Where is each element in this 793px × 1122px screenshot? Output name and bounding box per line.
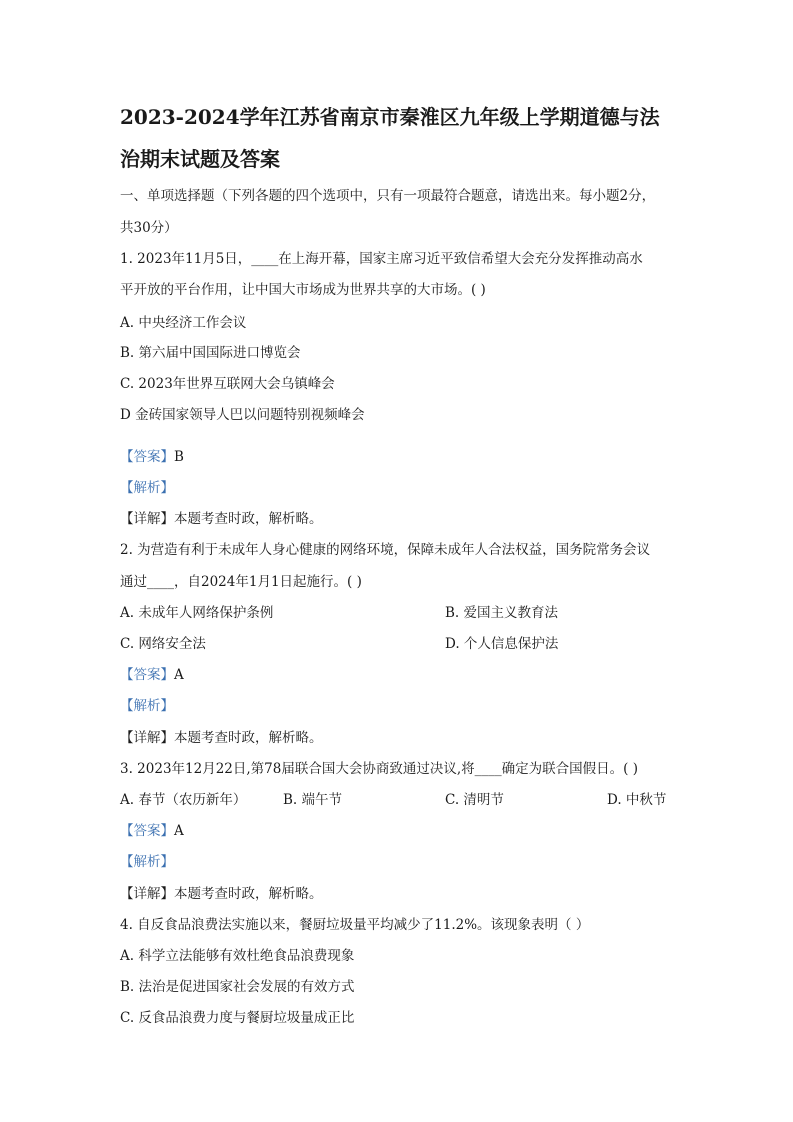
q2-option-b: B. 爱国主义教育法: [445, 605, 559, 621]
q2-stem-cont: 通过____，自2024年1月1日起施行。( ): [120, 574, 362, 590]
q2-option-c: C. 网络安全法: [120, 636, 206, 652]
q2-option-d: D. 个人信息保护法: [445, 636, 559, 652]
q3-option-a: A. 春节（农历新年）: [120, 792, 247, 808]
answer-label: 【答案】: [120, 667, 174, 683]
q3-option-d: D. 中秋节: [607, 792, 667, 808]
q2-stem: 2. 为营造有利于未成年人身心健康的网络环境，保障未成年人合法权益，国务院常务会议: [120, 542, 651, 558]
q3-answer-value: A: [174, 823, 184, 839]
q2-detail-text: 本题考查时政，解析略。: [174, 730, 323, 746]
answer-label: 【答案】: [120, 449, 174, 465]
detail-label: 【详解】: [120, 511, 174, 527]
q3-stem: 3. 2023年12月22日,第78届联合国大会协商致通过决议,将____确定为联合国假日。( ): [120, 761, 638, 777]
q1-answer: [120, 448, 184, 466]
document-title-line2: 治期末试题及答案: [120, 147, 280, 171]
detail-label: 【详解】: [120, 886, 174, 902]
q1-option-d: D 金砖国家领导人巴以问题特别视频峰会: [120, 407, 365, 423]
q3-option-c: C. 清明节: [445, 792, 504, 808]
q4-stem: 4. 自反食品浪费法实施以来，餐厨垃圾量平均减少了11.2%。该现象表明（ ）: [120, 917, 590, 933]
q1-analysis-label: 【解析】: [120, 480, 174, 496]
q1-option-a: A. 中央经济工作会议: [120, 315, 247, 331]
q1-option-b: B. 第六届中国国际进口博览会: [120, 345, 301, 361]
q1-stem-cont: 平开放的平台作用，让中国大市场成为世界共享的大市场。( ): [120, 282, 486, 298]
q2-answer: [120, 666, 184, 684]
q2-option-a: A. 未成年人网络保护条例: [120, 605, 274, 621]
q3-detail-text: 本题考查时政，解析略。: [174, 886, 323, 902]
q1-stem: 1. 2023年11月5日，____在上海开幕，国家主席习近平致信希望大会充分发挥推动高水: [120, 251, 643, 267]
q2-detail: [120, 729, 323, 747]
detail-label: 【详解】: [120, 730, 174, 746]
q3-answer: [120, 822, 184, 840]
answer-label: 【答案】: [120, 823, 174, 839]
q4-option-b: B. 法治是促进国家社会发展的有效方式: [120, 979, 355, 995]
q1-option-c: C. 2023年世界互联网大会乌镇峰会: [120, 376, 335, 392]
q4-option-a: A. 科学立法能够有效杜绝食品浪费现象: [120, 948, 355, 964]
q4-option-c: C. 反食品浪费力度与餐厨垃圾量成正比: [120, 1010, 355, 1026]
document-title-line1: 2023-2024学年江苏省南京市秦淮区九年级上学期道德与法: [120, 105, 660, 129]
q1-detail-text: 本题考查时政，解析略。: [174, 511, 323, 527]
section-heading: 一、单项选择题（下列各题的四个选项中，只有一项最符合题意，请选出来。每小题2分，: [120, 188, 656, 204]
q2-answer-value: A: [174, 667, 184, 683]
q3-analysis-label: 【解析】: [120, 854, 174, 870]
section-heading-cont: 共30分）: [120, 220, 178, 236]
q1-detail: [120, 510, 323, 528]
q3-detail: [120, 885, 323, 903]
q3-option-b: B. 端午节: [283, 792, 343, 808]
q1-answer-value: B: [174, 449, 184, 465]
q2-analysis-label: 【解析】: [120, 698, 174, 714]
